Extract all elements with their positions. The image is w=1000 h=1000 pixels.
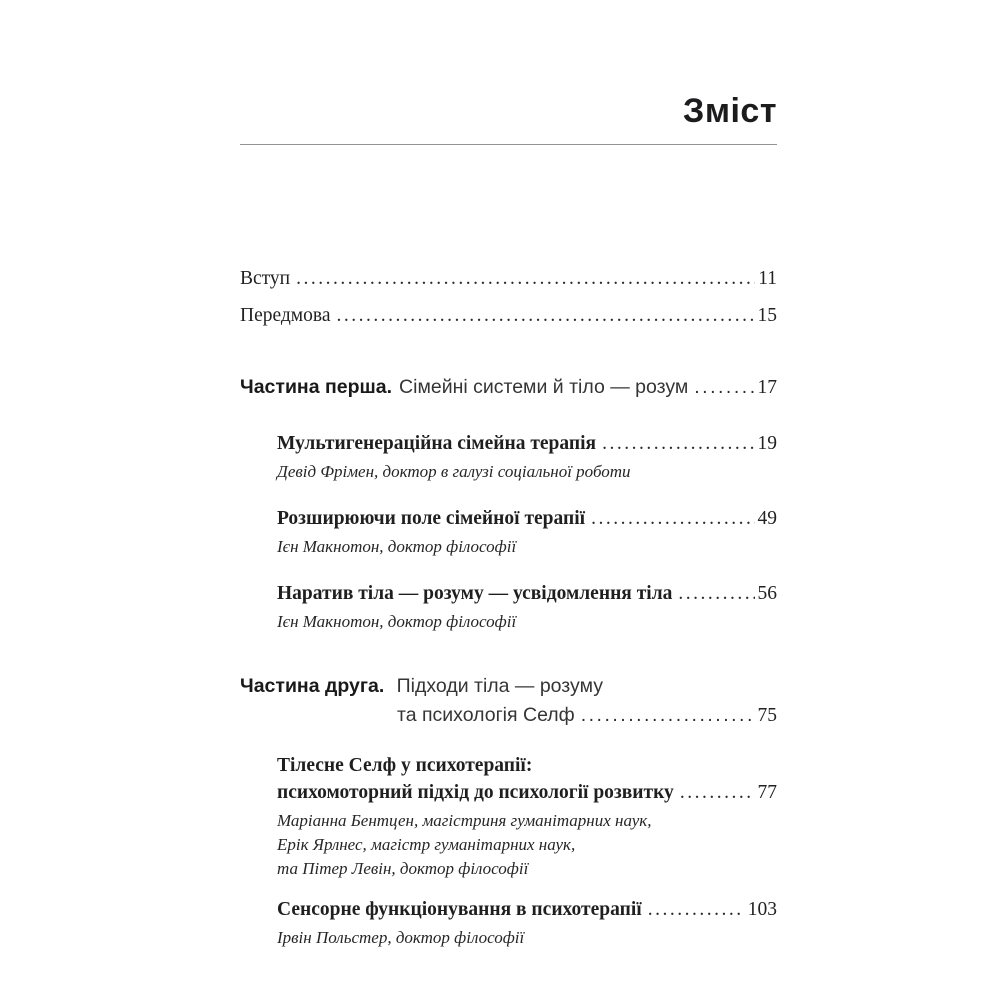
- dot-leader: [591, 505, 754, 532]
- chapter-author: Ієн Макнотон, доктор філософії: [277, 612, 517, 631]
- entry-page: 75: [757, 705, 777, 726]
- part-line-1: [240, 672, 777, 701]
- entry-page: 17: [757, 377, 777, 398]
- chapter-title-row: [277, 752, 777, 779]
- dot-leader: [581, 701, 755, 730]
- dot-leader: [337, 302, 755, 329]
- entry-page: 11: [758, 268, 777, 289]
- chapter-title: Розширюючи поле сімейної терапії: [277, 508, 586, 529]
- toc-chapter-2: [277, 505, 777, 559]
- entry-page: 15: [757, 305, 777, 326]
- chapter-author: Ерік Ярлнес, магістр гуманітарних наук,: [277, 835, 576, 854]
- dot-leader: [296, 265, 755, 292]
- part-label-rest: та психологія Селф: [397, 704, 575, 726]
- part-label-bold: Частина перша.: [240, 376, 393, 398]
- toc-chapter-5: [277, 896, 777, 950]
- toc-chapter-1: [277, 430, 777, 484]
- part-label-rest: Підходи тіла — розуму: [396, 675, 603, 697]
- chapter-author: Ірвін Польстер, доктор філософії: [277, 928, 525, 947]
- chapter-title: Наратив тіла — розуму — усвідомлення тіла: [277, 583, 673, 604]
- dot-leader: [694, 373, 754, 402]
- chapter-title: Мультигенераційна сімейна терапія: [277, 433, 597, 454]
- toc-part-2: [240, 672, 777, 730]
- chapter-title-row: [277, 580, 777, 607]
- chapter-title-line2: психомоторний підхід до психології розвитку: [277, 782, 674, 803]
- toc-chapter-3: [277, 580, 777, 634]
- toc-chapter-4: [277, 752, 777, 881]
- title-divider: [240, 144, 777, 145]
- chapter-title: Сенсорне функціонування в психотерапії: [277, 899, 642, 920]
- dot-leader: [602, 430, 754, 457]
- chapter-title-row: [277, 779, 777, 806]
- entry-page: 56: [757, 583, 777, 604]
- part-label-rest: Сімейні системи й тіло — розум: [399, 376, 689, 398]
- chapter-author: Девід Фрімен, доктор в галузі соціальної роботи: [277, 462, 631, 481]
- chapter-title-row: [277, 430, 777, 457]
- chapter-author: Ієн Макнотон, доктор філософії: [277, 537, 517, 556]
- part-line-2: [240, 701, 777, 730]
- entry-page: 77: [757, 782, 777, 803]
- page-title: Зміст: [683, 92, 777, 130]
- chapter-title-row: [277, 896, 777, 923]
- dot-leader: [648, 896, 745, 923]
- dot-leader: [680, 779, 755, 806]
- chapter-authors: [277, 809, 777, 881]
- entry-label: Передмова: [240, 305, 331, 326]
- chapter-title-line1: Тілесне Селф у психотерапії:: [277, 755, 533, 776]
- entry-page: 49: [757, 508, 777, 529]
- toc-content: [240, 92, 777, 950]
- entry-page: 103: [747, 899, 777, 920]
- toc-part-1: [240, 373, 777, 402]
- part-label-bold: Частина друга.: [240, 675, 385, 697]
- toc-entry-vstup: [240, 265, 777, 292]
- dot-leader: [678, 580, 754, 607]
- chapter-author: та Пітер Левін, доктор філософії: [277, 859, 529, 878]
- table-of-contents: [240, 265, 777, 950]
- chapter-title-row: [277, 505, 777, 532]
- chapter-author: Маріанна Бентцен, магістриня гуманітарних наук,: [277, 811, 652, 830]
- entry-label: Вступ: [240, 268, 291, 289]
- entry-page: 19: [757, 433, 777, 454]
- toc-entry-peredmova: [240, 302, 777, 329]
